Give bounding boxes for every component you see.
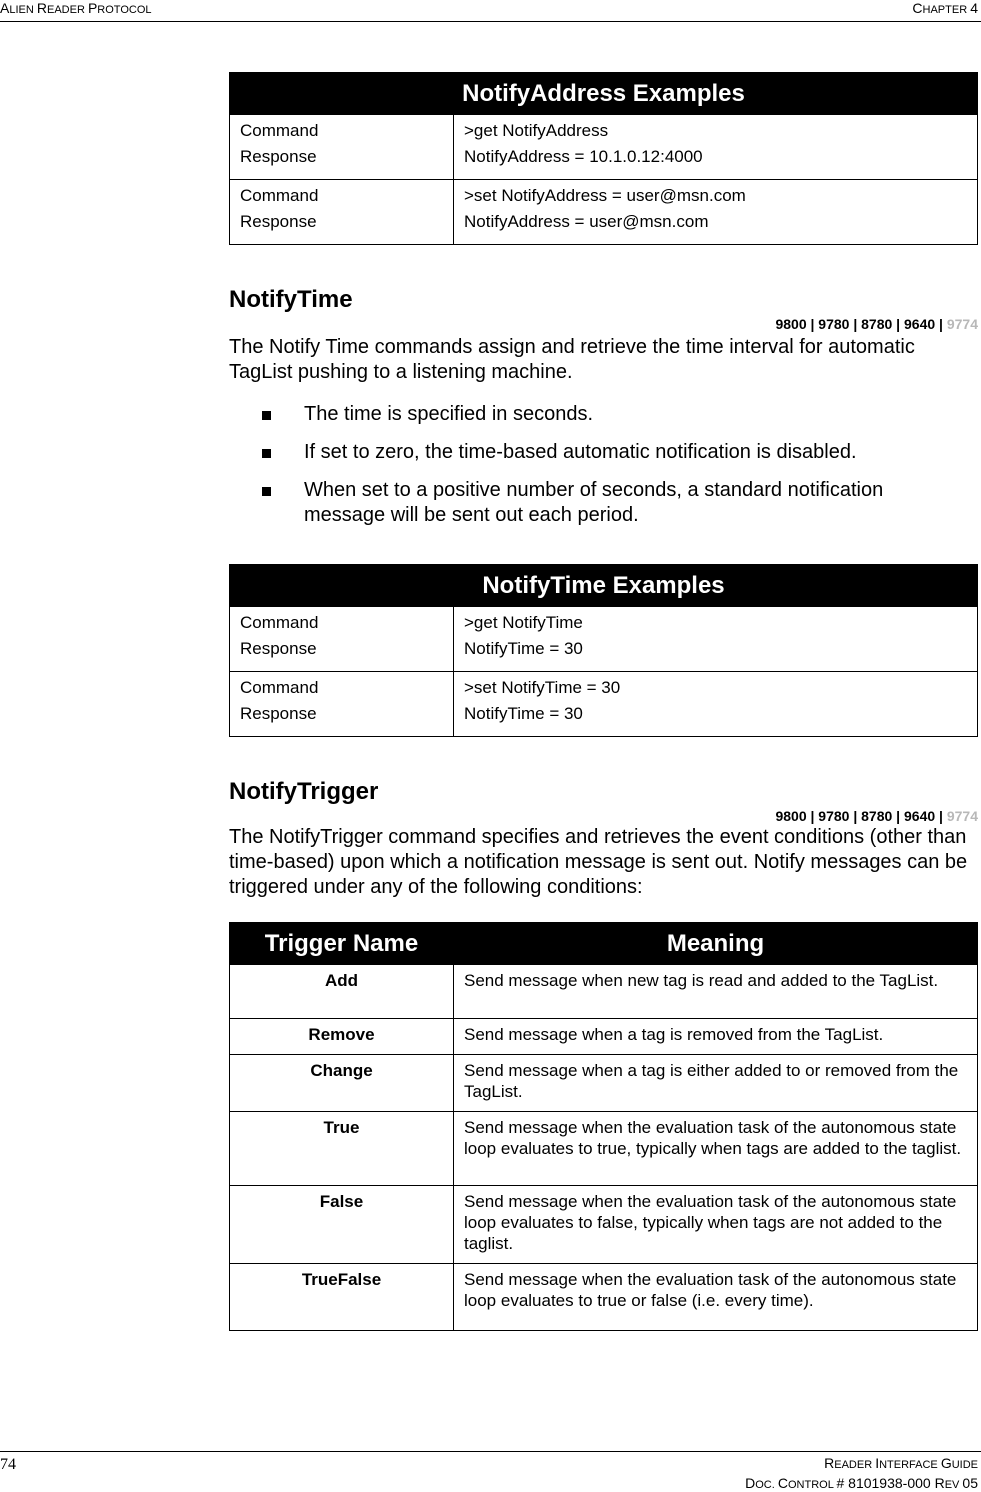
page-number: 74 (0, 1456, 16, 1473)
table-title: NotifyAddress Examples (230, 73, 978, 115)
footer-guide-title: READER INTERFACE GUIDE (824, 1455, 978, 1471)
trigger-meaning-cell: Send message when the evaluation task of the autonomous state loop evaluates to true or false (i.e. every time). (454, 1264, 978, 1331)
table-row (230, 1186, 978, 1264)
list-item: When set to a positive number of seconds, a standard notification message will be sent out each period. (262, 478, 962, 528)
trigger-meaning-cell: Send message when new tag is read and added to the TagList. (454, 965, 978, 1019)
table-row (230, 115, 978, 180)
list-item: If set to zero, the time-based automatic notification is disabled. (262, 440, 962, 465)
table-row (230, 1055, 978, 1112)
notify-trigger-models: 9800 | 9780 | 8780 | 9640 | 9774 (775, 808, 978, 824)
trigger-meaning-cell: Send message when the evaluation task of the autonomous state loop evaluates to true, typically when tags are added to the taglist. (454, 1112, 978, 1186)
value-cell: >get NotifyAddress NotifyAddress = 10.1.0.12:4000 (454, 115, 978, 180)
trigger-name-cell: Add (230, 965, 454, 1019)
header-chapter: CHAPTER 4 (912, 0, 978, 16)
trigger-name-cell: Remove (230, 1019, 454, 1055)
column-header-trigger-name: Trigger Name (230, 923, 454, 965)
footer-doc-control: DOC. CONTROL # 8101938-000 REV 05 (745, 1475, 978, 1491)
table-row (230, 965, 978, 1019)
page-footer (0, 1451, 981, 1491)
trigger-meaning-cell: Send message when a tag is removed from the TagList. (454, 1019, 978, 1055)
label-cell: Command Response (230, 180, 454, 245)
value-cell: >get NotifyTime NotifyTime = 30 (454, 607, 978, 672)
label-cell: Command Response (230, 115, 454, 180)
notify-time-description: The Notify Time commands assign and retrieve the time interval for automatic TagList pushing to a listening machine. (229, 336, 915, 383)
value-cell: >set NotifyTime = 30 NotifyTime = 30 (454, 672, 978, 737)
trigger-name-cell: True (230, 1112, 454, 1186)
table-row (230, 672, 978, 737)
notify-time-bullets (262, 402, 962, 541)
header-title: ALIEN READER PROTOCOL (0, 0, 152, 16)
notify-address-examples-table (229, 72, 978, 245)
trigger-table (229, 922, 978, 1331)
trigger-name-cell: False (230, 1186, 454, 1264)
running-header (0, 0, 981, 22)
label-cell: Command Response (230, 607, 454, 672)
label-cell: Command Response (230, 672, 454, 737)
table-row (230, 607, 978, 672)
table-title: NotifyTime Examples (230, 565, 978, 607)
notify-time-models: 9800 | 9780 | 8780 | 9640 | 9774 (775, 316, 978, 332)
trigger-name-cell: Change (230, 1055, 454, 1112)
list-item: The time is specified in seconds. (262, 402, 962, 427)
square-bullet-icon (262, 411, 271, 420)
table-row (230, 1019, 978, 1055)
table-row (230, 1264, 978, 1331)
notify-time-heading: NotifyTime (229, 286, 353, 313)
notify-time-examples-table (229, 564, 978, 737)
square-bullet-icon (262, 449, 271, 458)
trigger-meaning-cell: Send message when a tag is either added to or removed from the TagList. (454, 1055, 978, 1112)
trigger-name-cell: TrueFalse (230, 1264, 454, 1331)
table-row (230, 1112, 978, 1186)
column-header-meaning: Meaning (454, 923, 978, 965)
value-cell: >set NotifyAddress = user@msn.com NotifyAddress = user@msn.com (454, 180, 978, 245)
table-row (230, 180, 978, 245)
notify-trigger-heading: NotifyTrigger (229, 778, 379, 805)
trigger-meaning-cell: Send message when the evaluation task of the autonomous state loop evaluates to false, typically when tags are not added to the taglist. (454, 1186, 978, 1264)
notify-trigger-description: The NotifyTrigger command specifies and retrieves the event conditions (other than time-based) upon which a notification message is sent out. Notify messages can be triggered under any of the following conditions: (229, 826, 968, 898)
square-bullet-icon (262, 487, 271, 496)
